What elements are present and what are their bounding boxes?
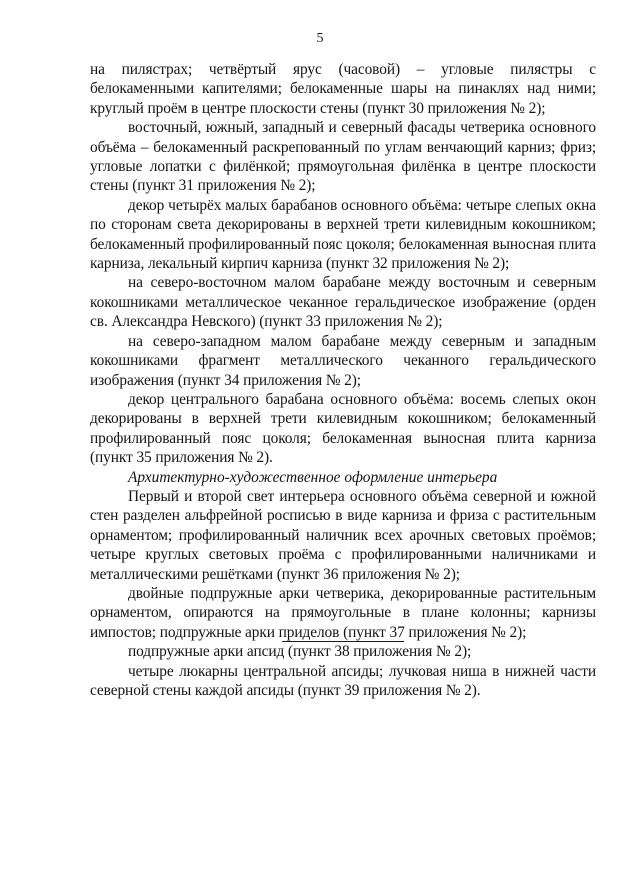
paragraph-interior-light: Первый и второй свет интерьера основного объёма северной и южной стен разделен альфрейной росписью в виде карниза и фриза с растительным орнаментом; профилированный наличник всех арочных световых проёмов; четыре круглых световых проёма с профилированными наличниками и металлическими решётками (пункт 36 приложения № 2); <box>90 487 596 583</box>
paragraph-northeast-drum: на северо-восточном малом барабане между восточным и северным кокошниками металлическое чеканное геральдическое изображение (орден св. Александра Невского) (пункт 33 приложения № 2); <box>90 274 596 331</box>
paragraph-lucarnes: четыре люкарны центральной апсиды; лучковая ниша в нижней части северной стены каждой апсиды (пункт 39 приложения № 2). <box>90 662 596 699</box>
end-of-text-rule <box>282 641 404 642</box>
paragraph-central-drum: декор центрального барабана основного объёма: восемь слепых окон декорированы в верхней трети килевидным кокошником; белокаменный профилированный пояс цоколя; белокаменная выносная плита карниза (пункт 35 приложения № 2). <box>90 390 596 467</box>
paragraph-arches: двойные подпружные арки четверика, декорированные растительным орнаментом, опираются на прямоугольные в плане колонны; карнизы импостов; подпружные арки приделов (пункт 37 приложения № 2); <box>90 584 596 641</box>
paragraph-northwest-drum: на северо-западном малом барабане между северным и западным кокошниками фрагмент металлического чеканного геральдического изображения (пункт 34 приложения № 2); <box>90 332 596 389</box>
paragraph-facades: восточный, южный, западный и северный фасады четверика основного объёма – белокаменный раскрепованный по углам венчающий карниз; фриз; угловые лопатки с филёнкой; прямоугольная филёнка в центре плоскости стены (пункт 31 приложения № 2); <box>90 119 596 195</box>
document-body <box>90 60 596 700</box>
page-number: 5 <box>316 31 324 46</box>
section-heading-interior: Архитектурно-художественное оформление интерьера <box>128 468 498 486</box>
paragraph-continuation: на пилястрах; четвёртый ярус (часовой) – угловые пилястры с белокаменными капителями; белокаменные шары на пинаклях над ними; круглый проём в центре плоскости стены (пункт 30 приложения № 2); <box>90 61 596 117</box>
paragraph-apse-arches: подпружные арки апсид (пункт 38 приложения № 2); <box>128 643 472 661</box>
paragraph-small-drums-decor: декор четырёх малых барабанов основного объёма: четыре слепых окна по сторонам света декорированы в верхней трети килевидным кокошником; белокаменный профилированный пояс цоколя; белокаменная выносная плита карниза, лекальный кирпич карниза (пункт 32 приложения № 2); <box>90 196 596 273</box>
